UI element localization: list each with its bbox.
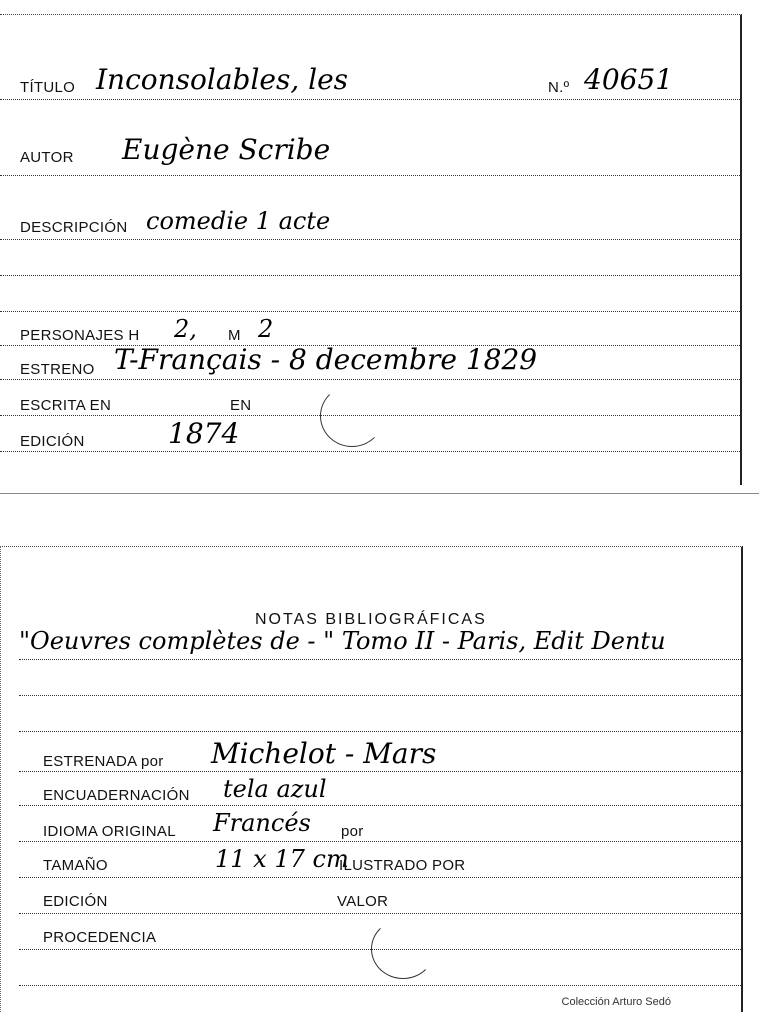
rule-autor xyxy=(0,175,740,176)
encuadernacion-label: ENCUADERNACIÓN xyxy=(43,787,190,804)
ilustrado-label: ILUSTRADO POR xyxy=(339,857,466,874)
rule-idioma xyxy=(19,841,741,842)
idioma-label: IDIOMA ORIGINAL xyxy=(43,823,176,840)
estreno-value: T-Français - 8 decembre 1829 xyxy=(114,343,538,376)
rule-notas-3 xyxy=(19,731,741,732)
tamano-label: TAMAÑO xyxy=(43,857,108,874)
rule-edicion-b xyxy=(19,913,741,914)
rule-blank-1 xyxy=(0,275,740,276)
idioma-value: Francés xyxy=(213,809,311,837)
autor-value: Eugène Scribe xyxy=(122,133,331,166)
tamano-value: 11 x 17 cm xyxy=(215,845,349,873)
edicion-label: EDICIÓN xyxy=(20,433,85,450)
personajes-m-label: M xyxy=(228,327,241,344)
encuadernacion-value: tela azul xyxy=(223,775,327,803)
procedencia-label: PROCEDENCIA xyxy=(43,929,157,946)
edicion-b-label: EDICIÓN xyxy=(43,893,108,910)
catalog-card-bottom xyxy=(0,546,743,1012)
estrenada-value: Michelot - Mars xyxy=(211,737,437,770)
card-separator xyxy=(0,493,759,494)
notas-value: "Oeuvres complètes de - " Tomo II - Paris, Edit Dentu xyxy=(19,627,666,655)
autor-label: AUTOR xyxy=(20,149,74,166)
idioma-por-label: por xyxy=(341,823,364,840)
rule-notas-2 xyxy=(19,695,741,696)
edicion-value: 1874 xyxy=(168,417,240,450)
rule-bottom xyxy=(19,985,741,986)
personajes-h-value: 2, xyxy=(174,315,197,343)
rule-tamano xyxy=(19,877,741,878)
personajes-label: PERSONAJES H xyxy=(20,327,140,344)
titulo-label: TÍTULO xyxy=(20,79,76,96)
personajes-m-value: 2 xyxy=(258,315,274,343)
stamp-circle-bottom xyxy=(371,919,435,979)
rule-notas-1 xyxy=(19,659,741,660)
numero-label: N.º xyxy=(548,79,570,96)
rule-titulo xyxy=(0,99,740,100)
valor-label: VALOR xyxy=(337,893,389,910)
rule-edicion xyxy=(0,451,740,452)
descripcion-value: comedie 1 acte xyxy=(146,207,331,235)
rule-descripcion xyxy=(0,239,740,240)
coleccion-stamp: Colección Arturo Sedó xyxy=(561,996,671,1008)
numero-value: 40651 xyxy=(584,63,674,96)
escrita-label: ESCRITA EN xyxy=(20,397,112,414)
rule-estreno xyxy=(0,379,740,380)
descripcion-label: DESCRIPCIÓN xyxy=(20,219,128,236)
rule-blank-2 xyxy=(0,311,740,312)
catalog-card-top xyxy=(0,14,742,485)
titulo-value: Inconsolables, les xyxy=(96,63,349,96)
rule-estrenada xyxy=(19,771,741,772)
estrenada-label: ESTRENADA por xyxy=(43,753,164,770)
notas-title: NOTAS BIBLIOGRÁFICAS xyxy=(255,611,487,628)
estreno-label: ESTRENO xyxy=(20,361,95,378)
stamp-circle-top xyxy=(320,385,384,447)
escrita-en-label: EN xyxy=(230,397,252,414)
rule-encuadernacion xyxy=(19,805,741,806)
